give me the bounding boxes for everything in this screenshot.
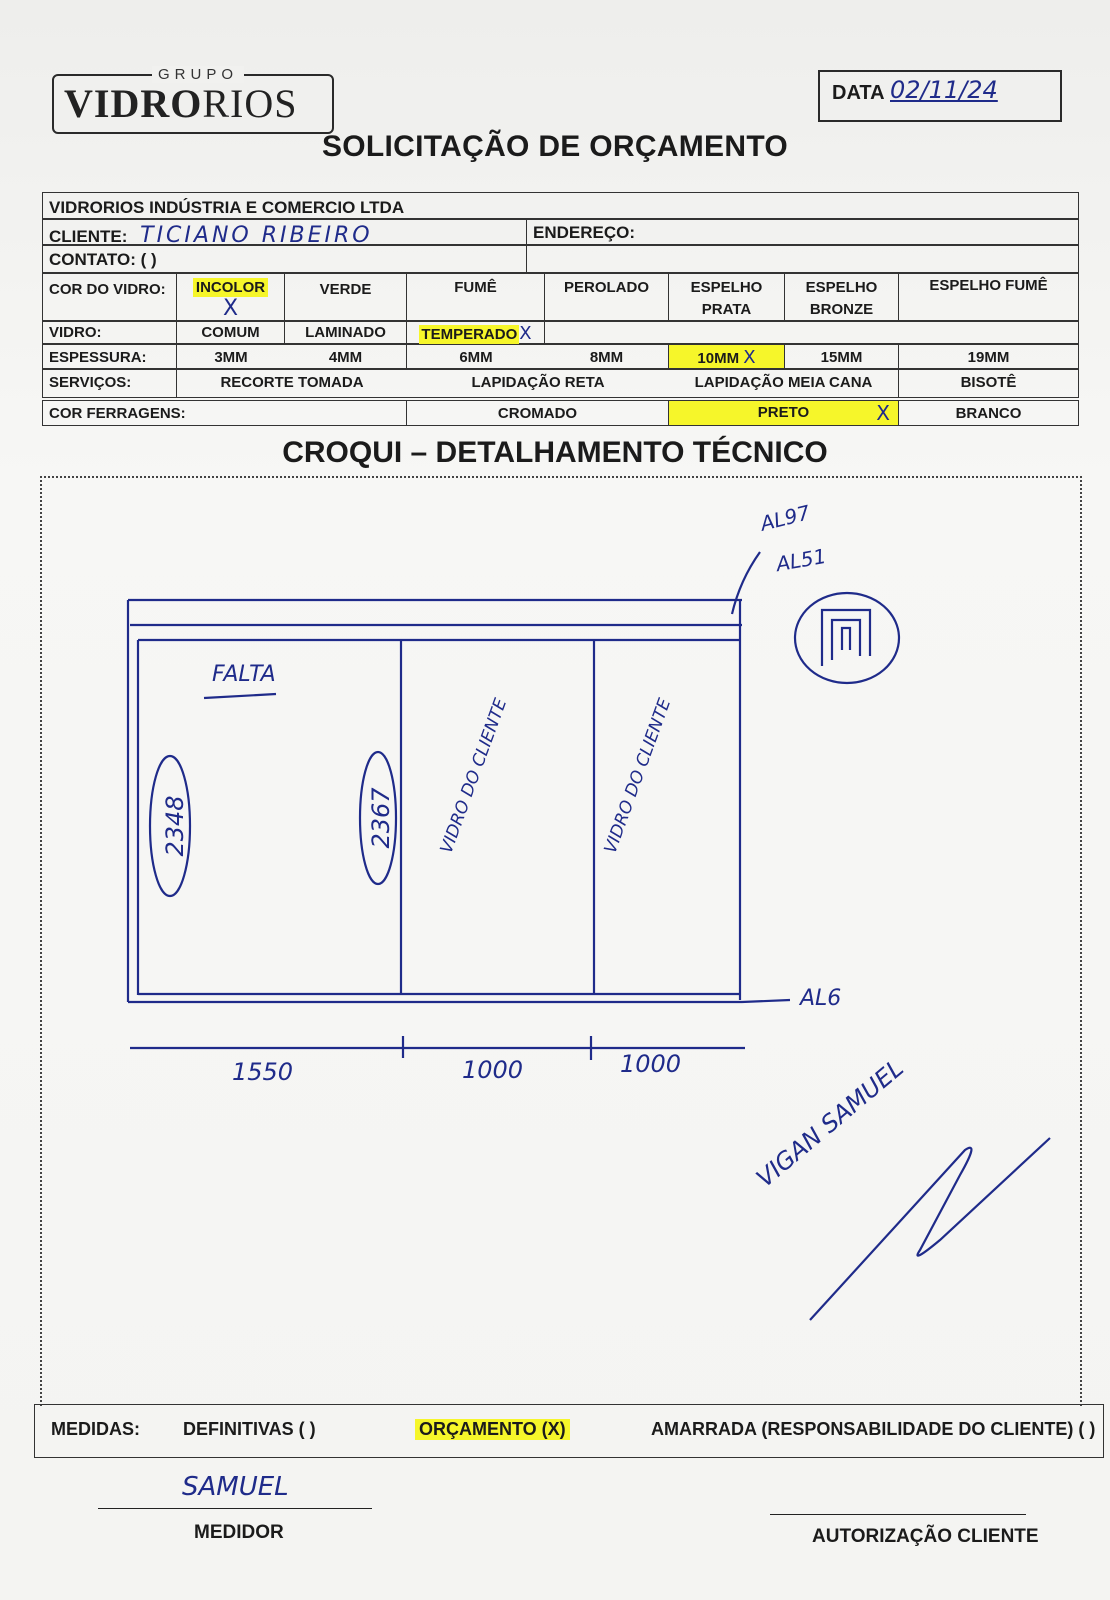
- date-value: 02/11/24: [890, 76, 998, 104]
- thickness-8mm: 8MM: [545, 345, 669, 369]
- service-recorte-tomada: RECORTE TOMADA: [220, 374, 364, 391]
- hardware-branco: BRANCO: [955, 405, 1022, 422]
- service-bisote: BISOTÊ: [960, 374, 1017, 391]
- height-mid-value: 2367: [367, 787, 395, 849]
- glass-laminado: LAMINADO: [285, 321, 407, 343]
- hardware-preto-mark: X: [876, 401, 890, 425]
- glass-comum: COMUM: [177, 321, 285, 343]
- thickness-label: ESPESSURA:: [43, 345, 177, 369]
- falta-note: FALTA: [212, 662, 276, 687]
- al6-leader: [742, 1000, 790, 1002]
- dimension-3: 1000: [620, 1050, 682, 1078]
- croqui-title: CROQUI – DETALHAMENTO TÉCNICO: [282, 436, 828, 469]
- measures-quote: ORÇAMENTO (X): [415, 1419, 570, 1440]
- dimension-1: 1550: [232, 1058, 294, 1086]
- measures-definitive: DEFINITIVAS ( ): [183, 1419, 316, 1439]
- logo-bold-text: VIDRO: [64, 81, 203, 126]
- measures-row: [34, 1404, 1104, 1458]
- client-signature-line: [770, 1514, 1026, 1515]
- glass-temperado-label: TEMPERADO: [421, 326, 518, 343]
- thickness-15mm: 15MM: [785, 345, 899, 369]
- date-label: DATA: [832, 82, 885, 104]
- height-left-value: 2348: [161, 795, 189, 857]
- panel-note-2: VIDRO DO CLIENTE: [600, 695, 676, 857]
- color-perolado: PEROLADO: [545, 273, 669, 321]
- logo-group-text: GRUPO: [152, 66, 244, 83]
- dimension-2: 1000: [462, 1056, 524, 1084]
- panel-note-1: VIDRO DO CLIENTE: [436, 695, 512, 857]
- color-espelho-fume: ESPELHO FUMÊ: [929, 277, 1048, 294]
- logo-light-text: RIOS: [202, 81, 298, 126]
- color-label: COR DO VIDRO:: [43, 273, 177, 321]
- measurer-signature: SAMUEL: [182, 1472, 289, 1502]
- service-lapidacao-meia-cana: LAPIDAÇÃO MEIA CANA: [669, 369, 899, 397]
- profile-section-icon: [822, 610, 870, 666]
- thickness-10mm-label: 10MM: [697, 350, 740, 367]
- page-title: SOLICITAÇÃO DE ORÇAMENTO: [321, 130, 789, 163]
- thickness-3mm: 3MM: [214, 349, 248, 366]
- services-label: SERVIÇOS:: [43, 369, 177, 397]
- thickness-4mm: 4MM: [285, 345, 407, 369]
- client-auth-label: AUTORIZAÇÃO CLIENTE: [812, 1526, 1039, 1547]
- profile-top-2: AL51: [774, 543, 828, 577]
- glass-temperado-mark: X: [519, 323, 532, 344]
- service-lapidacao-reta: LAPIDAÇÃO RETA: [471, 374, 605, 391]
- color-espelho-prata: ESPELHO PRATA: [669, 273, 785, 321]
- thickness-19mm: 19MM: [967, 349, 1010, 366]
- signature-flourish: [810, 1138, 1050, 1320]
- measurer-label: MEDIDOR: [194, 1522, 284, 1543]
- color-incolor-mark: X: [222, 296, 239, 321]
- company-name: VIDRORIOS INDÚSTRIA E COMERCIO LTDA: [49, 198, 405, 217]
- profile-circle: [795, 593, 899, 683]
- client-label: CLIENTE:: [49, 227, 128, 246]
- thickness-10mm-mark: X: [743, 347, 756, 368]
- color-verde: VERDE: [285, 273, 407, 321]
- contact-label: CONTATO: ( ): [43, 245, 527, 273]
- sketch-signature: VIGAN SAMUEL: [751, 1053, 909, 1193]
- measures-label: MEDIDAS:: [51, 1419, 140, 1439]
- measures-tied: AMARRADA (RESPONSABILIDADE DO CLIENTE) ( ): [651, 1419, 1096, 1439]
- color-espelho-bronze: ESPELHO BRONZE: [785, 273, 899, 321]
- hardware-label: COR FERRAGENS:: [43, 401, 407, 425]
- color-incolor-label: INCOLOR: [193, 278, 268, 297]
- thickness-6mm: 6MM: [459, 349, 493, 366]
- address-label: ENDEREÇO:: [533, 223, 636, 242]
- profile-top-1: AL97: [757, 500, 813, 536]
- hardware-cromado: CROMADO: [407, 401, 669, 425]
- falta-underline: [204, 694, 276, 698]
- color-fume: FUMÊ: [407, 273, 545, 321]
- profile-bottom: AL6: [800, 986, 842, 1011]
- measurer-signature-line: [98, 1508, 372, 1509]
- glass-label: VIDRO:: [43, 321, 177, 343]
- client-value: TICIANO RIBEIRO: [140, 223, 373, 248]
- hardware-preto-label: PRETO: [757, 404, 810, 421]
- al97-leader: [732, 552, 760, 614]
